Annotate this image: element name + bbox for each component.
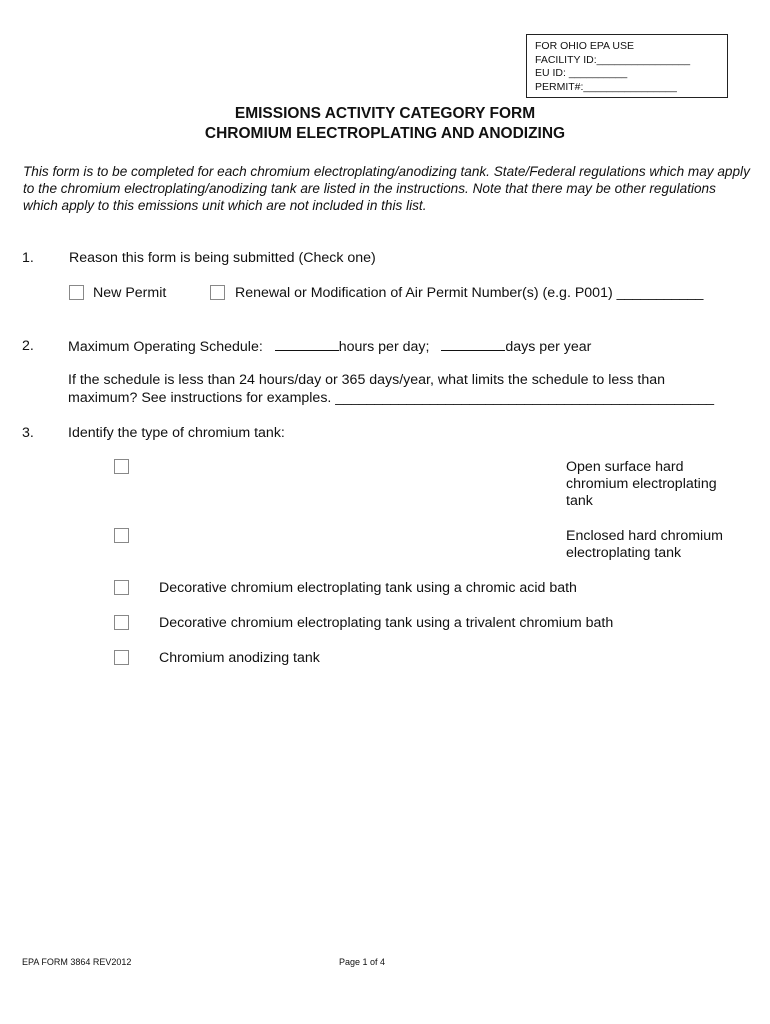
open-surface-label-line3: tank — [566, 493, 593, 509]
q3-number: 3. — [22, 425, 34, 441]
q1-number: 1. — [22, 250, 34, 266]
enclosed-hard-label-line2: electroplating tank — [566, 545, 682, 561]
epa-use-box — [526, 34, 728, 98]
anodizing-checkbox[interactable] — [114, 650, 129, 665]
q2-schedule-row — [68, 338, 591, 355]
hours-per-day-field[interactable] — [275, 338, 339, 351]
renewal-label: Renewal or Modification of Air Permit Number(s) (e.g. P001) ___________ — [235, 285, 704, 301]
new-permit-checkbox[interactable] — [69, 285, 84, 300]
days-per-year-field[interactable] — [441, 338, 505, 351]
epa-use-label: FOR OHIO EPA USE — [535, 40, 634, 52]
enclosed-hard-label-line1: Enclosed hard chromium — [566, 528, 723, 544]
decorative-trivalent-checkbox[interactable] — [114, 615, 129, 630]
enclosed-hard-label — [566, 528, 723, 562]
decorative-chromic-label: Decorative chromium electroplating tank using a chromic acid bath — [159, 580, 577, 596]
decorative-trivalent-label: Decorative chromium electroplating tank using a trivalent chromium bath — [159, 615, 614, 631]
q2-number: 2. — [22, 338, 34, 354]
permit-number-field: PERMIT#:________________ — [535, 80, 677, 93]
q1-text: Reason this form is being submitted (Check one) — [69, 250, 376, 266]
form-subtitle: CHROMIUM ELECTROPLATING AND ANODIZING — [204, 125, 566, 142]
eu-id-field: EU ID: __________ — [535, 67, 628, 79]
new-permit-label: New Permit — [93, 285, 167, 301]
form-id: EPA FORM 3864 REV2012 — [22, 957, 132, 967]
q3-text: Identify the type of chromium tank: — [68, 425, 285, 441]
hours-unit: hours per day; — [338, 339, 430, 355]
q2-followup-line2: maximum? See instructions for examples. ________________________________________________ — [68, 390, 715, 406]
q2-label: Maximum Operating Schedule: — [68, 339, 263, 355]
open-surface-label-line1: Open surface hard — [566, 459, 684, 475]
open-surface-label-line2: chromium electroplating — [566, 476, 717, 492]
facility-id-field: FACILITY ID:________________ — [535, 53, 691, 66]
form-title: EMISSIONS ACTIVITY CATEGORY FORM — [234, 105, 536, 122]
intro-paragraph: This form is to be completed for each chromium electroplating/anodizing tank. State/Federal regulations which may apply to the chromium electroplating/anodizing tank are listed in the instructions. Note that there may be other regulations which apply to this emissions unit which are not included in this list. — [23, 164, 750, 213]
anodizing-label: Chromium anodizing tank — [159, 650, 320, 666]
open-surface-checkbox[interactable] — [114, 459, 129, 474]
renewal-checkbox[interactable] — [210, 285, 225, 300]
page-number: Page 1 of 4 — [339, 957, 386, 967]
days-unit: days per year — [505, 339, 592, 355]
q2-followup-line1: If the schedule is less than 24 hours/day or 365 days/year, what limits the schedule to less than — [68, 372, 666, 388]
enclosed-hard-checkbox[interactable] — [114, 528, 129, 543]
decorative-chromic-checkbox[interactable] — [114, 580, 129, 595]
open-surface-label — [566, 459, 717, 510]
